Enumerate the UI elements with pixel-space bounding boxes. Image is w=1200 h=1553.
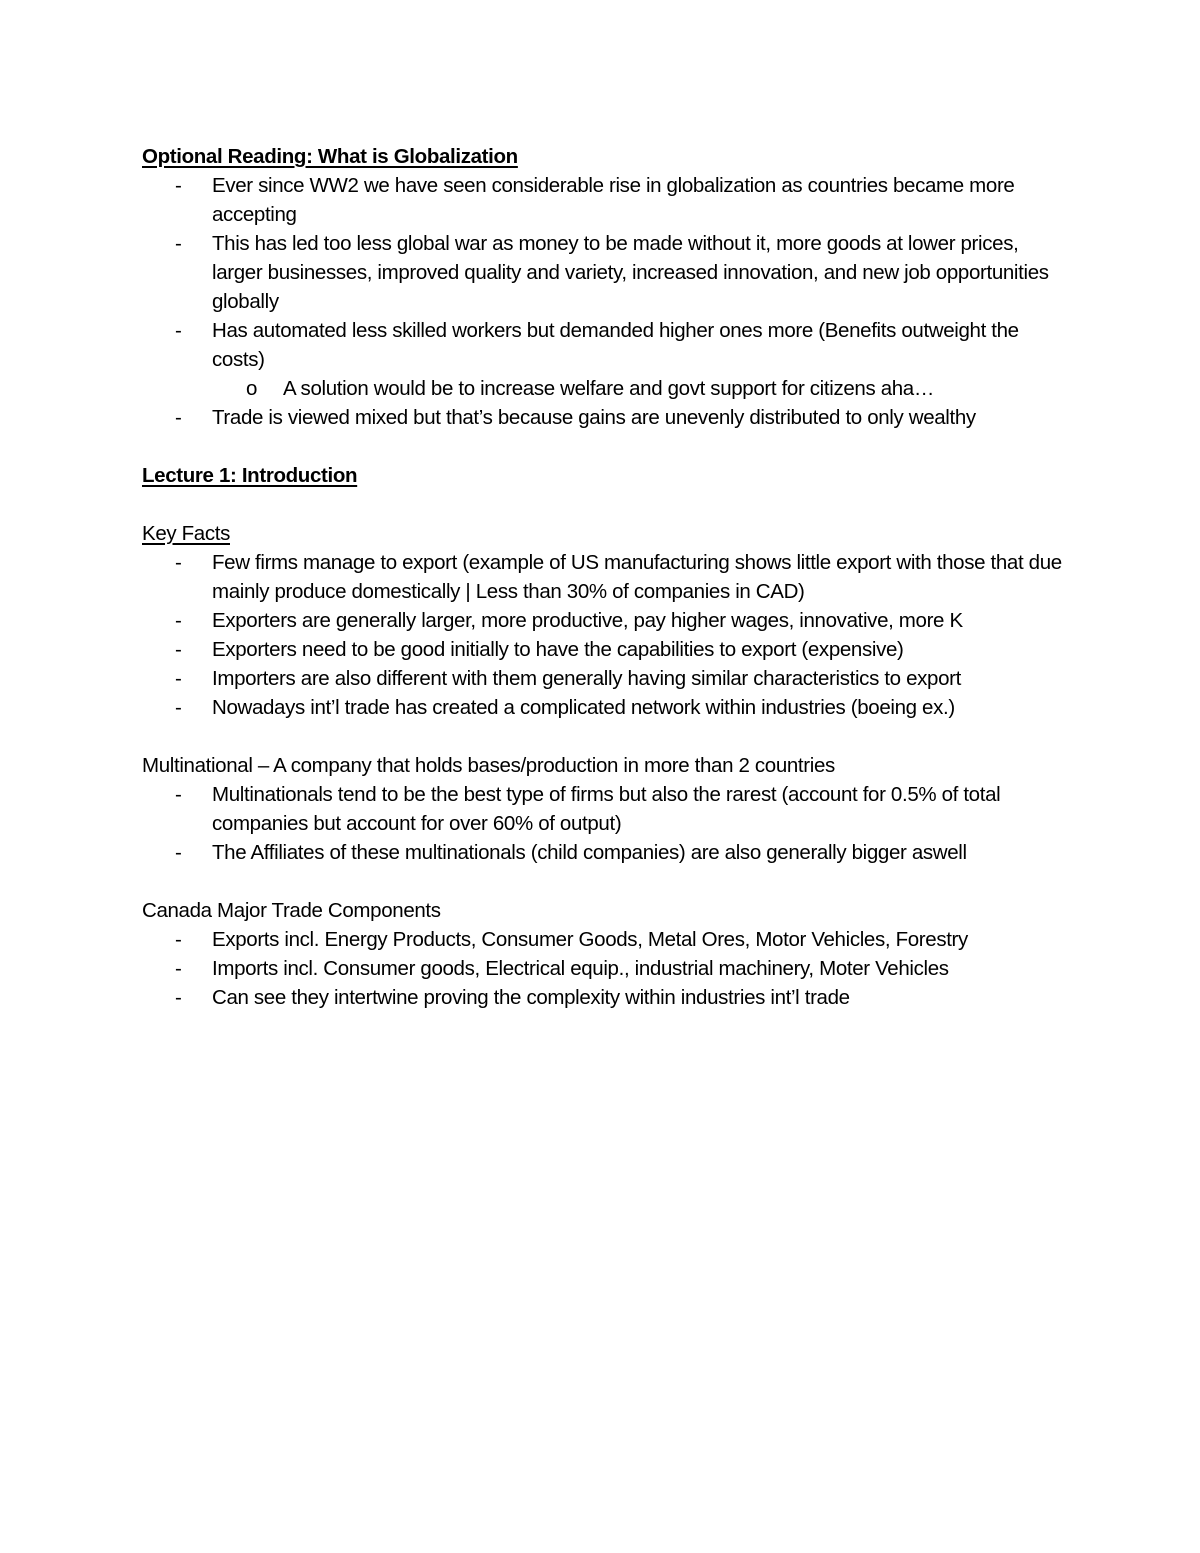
section-title-lecture-1: Lecture 1: Introduction: [142, 464, 358, 487]
list-item: [142, 780, 1072, 838]
spacer: [142, 432, 1072, 461]
list-item: [142, 635, 1072, 664]
list-item: [142, 403, 1072, 432]
list-item: [142, 171, 1072, 229]
bullet-text: Exports incl. Energy Products, Consumer Goods, Metal Ores, Motor Vehicles, Forestry: [212, 928, 968, 951]
bullet-text: Has automated less skilled workers but demanded higher ones more (Benefits outweight the costs): [212, 319, 1019, 371]
bullet-text: Can see they intertwine proving the complexity within industries int’l trade: [212, 986, 850, 1009]
list-item: [142, 925, 1072, 954]
bullet-dash: -: [175, 667, 182, 690]
bullet-dash: -: [175, 551, 182, 574]
list-item: [142, 664, 1072, 693]
list-item: [142, 838, 1072, 867]
bullet-text: Trade is viewed mixed but that’s because gains are unevenly distributed to only wealthy: [212, 406, 976, 429]
bullet-dash: -: [175, 609, 182, 632]
canada-trade-list: [142, 925, 1072, 1012]
bullet-text: Nowadays int’l trade has created a complicated network within industries (boeing ex.): [212, 696, 955, 719]
sub-list: [212, 374, 1072, 403]
multinational-definition: Multinational – A company that holds bases/production in more than 2 countries: [142, 754, 835, 777]
list-item: [142, 693, 1072, 722]
bullet-text: Exporters need to be good initially to have the capabilities to export (expensive): [212, 638, 904, 661]
bullet-text: Multinationals tend to be the best type of firms but also the rarest (account for 0.5% of total companies but account for over 60% of output): [212, 783, 1001, 835]
bullet-text: Imports incl. Consumer goods, Electrical equip., industrial machinery, Moter Vehicles: [212, 957, 949, 980]
section-title-optional-reading: Optional Reading: What is Globalization: [142, 145, 518, 168]
bullet-dash: -: [175, 783, 182, 806]
list-item: [142, 983, 1072, 1012]
document-body: [142, 142, 1072, 1012]
list-item: [142, 606, 1072, 635]
optional-reading-list: [142, 171, 1072, 432]
bullet-dash: -: [175, 957, 182, 980]
subsection-title-key-facts: Key Facts: [142, 522, 230, 545]
bullet-text: Exporters are generally larger, more productive, pay higher wages, innovative, more K: [212, 609, 963, 632]
spacer: [142, 867, 1072, 896]
list-item: [142, 229, 1072, 316]
bullet-dash: -: [175, 232, 182, 255]
sub-bullet-text: A solution would be to increase welfare and govt support for citizens aha…: [283, 377, 934, 400]
key-facts-list: [142, 548, 1072, 722]
bullet-text: Ever since WW2 we have seen considerable rise in globalization as countries became more accepting: [212, 174, 1015, 226]
bullet-dash: -: [175, 319, 182, 342]
list-item: [142, 316, 1072, 403]
bullet-dash: -: [175, 696, 182, 719]
bullet-dash: -: [175, 841, 182, 864]
list-item: [142, 548, 1072, 606]
bullet-dash: -: [175, 928, 182, 951]
bullet-dash: -: [175, 174, 182, 197]
bullet-text: This has led too less global war as money to be made without it, more goods at lower prices, larger businesses, improved quality and variety, increased innovation, and new job opportunities globally: [212, 232, 1049, 313]
spacer: [142, 490, 1072, 519]
spacer: [142, 722, 1072, 751]
bullet-dash: -: [175, 638, 182, 661]
bullet-circle: o: [246, 377, 258, 400]
bullet-dash: -: [175, 406, 182, 429]
sub-list-item: [142, 374, 1073, 403]
subsection-title-canada-trade: Canada Major Trade Components: [142, 899, 441, 922]
multinational-list: [142, 780, 1072, 867]
bullet-text: Few firms manage to export (example of US manufacturing shows little export with those that due mainly produce domestically | Less than 30% of companies in CAD): [212, 551, 1062, 603]
list-item: [142, 954, 1072, 983]
bullet-text: The Affiliates of these multinationals (child companies) are also generally bigger aswell: [212, 841, 967, 864]
bullet-text: Importers are also different with them generally having similar characteristics to export: [212, 667, 961, 690]
bullet-dash: -: [175, 986, 182, 1009]
